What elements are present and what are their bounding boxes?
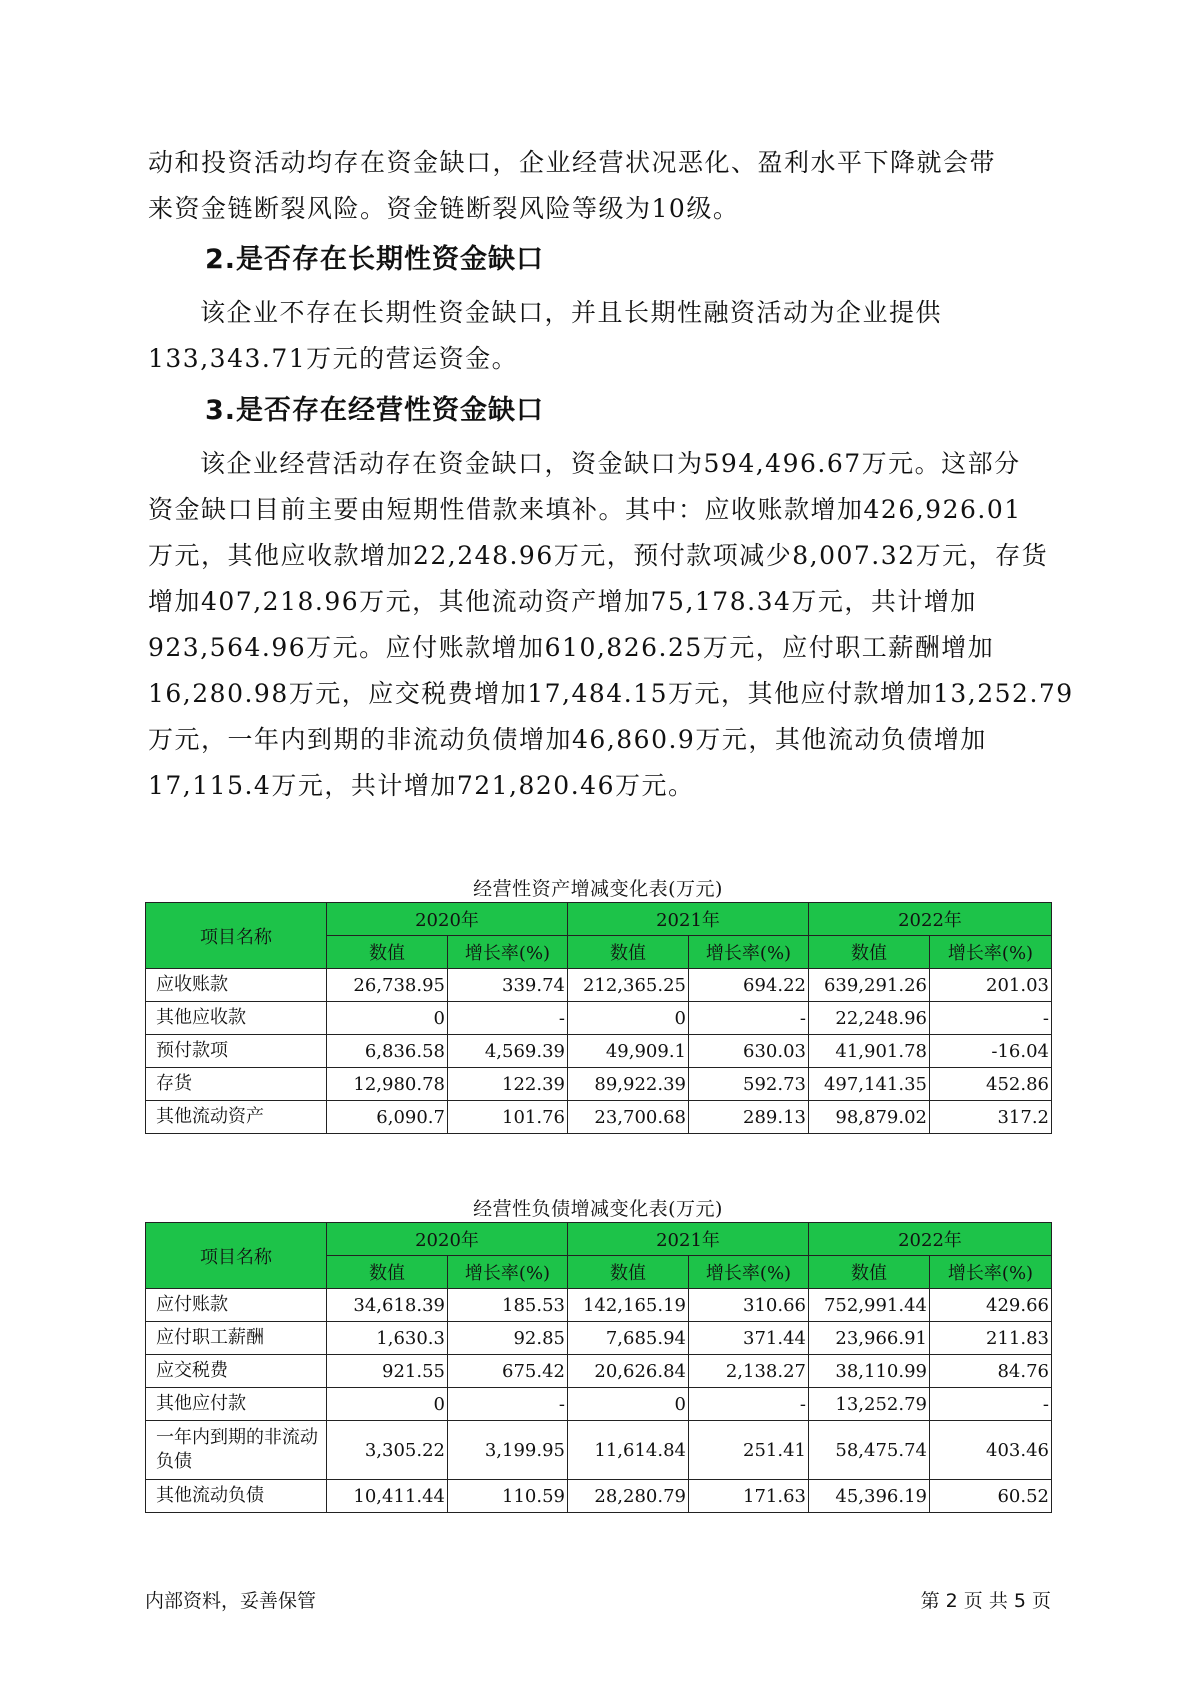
row-name: 应收账款	[146, 969, 327, 1002]
cell-growth-2022: 452.86	[930, 1068, 1052, 1101]
row-name: 其他应付款	[146, 1388, 327, 1421]
cell-growth-2020: 110.59	[448, 1480, 568, 1513]
cell-value-2020: 10,411.44	[327, 1480, 448, 1513]
cell-growth-2020: 101.76	[448, 1101, 568, 1134]
row-name: 其他应收款	[146, 1002, 327, 1035]
header-growth: 增长率(%)	[689, 936, 809, 969]
header-item-name: 项目名称	[146, 1223, 327, 1289]
header-value: 数值	[809, 1256, 930, 1289]
header-value: 数值	[568, 1256, 689, 1289]
cell-growth-2022: 429.66	[930, 1289, 1052, 1322]
header-value: 数值	[809, 936, 930, 969]
cell-value-2021: 11,614.84	[568, 1421, 689, 1480]
row-name: 其他流动资产	[146, 1101, 327, 1134]
header-year-2020: 2020年	[327, 903, 568, 936]
text-line: 增加407,218.96万元，其他流动资产增加75,178.34万元，共计增加	[148, 587, 977, 616]
header-year-2021: 2021年	[568, 1223, 809, 1256]
cell-growth-2021: -	[689, 1002, 809, 1035]
table-row	[146, 1388, 1052, 1421]
cell-growth-2021: 251.41	[689, 1421, 809, 1480]
cell-value-2021: 212,365.25	[568, 969, 689, 1002]
cell-value-2020: 3,305.22	[327, 1421, 448, 1480]
table-row	[146, 1101, 1052, 1134]
cell-value-2020: 0	[327, 1002, 448, 1035]
cell-growth-2020: 675.42	[448, 1355, 568, 1388]
cell-growth-2020: 122.39	[448, 1068, 568, 1101]
table-row	[146, 1035, 1052, 1068]
section-heading-operating: 3.是否存在经营性资金缺口	[205, 395, 545, 426]
header-value: 数值	[327, 936, 448, 969]
cell-growth-2021: 171.63	[689, 1480, 809, 1513]
table-row	[146, 1355, 1052, 1388]
text-line: 动和投资活动均存在资金缺口，企业经营状况恶化、盈利水平下降就会带	[148, 148, 997, 177]
cell-growth-2020: 339.74	[448, 969, 568, 1002]
cell-growth-2020: 4,569.39	[448, 1035, 568, 1068]
cell-value-2021: 49,909.1	[568, 1035, 689, 1068]
cell-value-2020: 1,630.3	[327, 1322, 448, 1355]
cell-value-2021: 20,626.84	[568, 1355, 689, 1388]
text-line: 17,115.4万元，共计增加721,820.46万元。	[148, 771, 695, 800]
text-line: 16,280.98万元，应交税费增加17,484.15万元，其他应付款增加13,252.79	[148, 679, 1074, 708]
cell-growth-2021: 2,138.27	[689, 1355, 809, 1388]
cell-value-2021: 28,280.79	[568, 1480, 689, 1513]
text-line: 来资金链断裂风险。资金链断裂风险等级为10级。	[148, 194, 740, 223]
cell-growth-2022: -	[930, 1002, 1052, 1035]
table-row	[146, 1068, 1052, 1101]
cell-value-2021: 7,685.94	[568, 1322, 689, 1355]
cell-value-2020: 0	[327, 1388, 448, 1421]
cell-value-2022: 639,291.26	[809, 969, 930, 1002]
cell-growth-2021: -	[689, 1388, 809, 1421]
text-line: 该企业不存在长期性资金缺口，并且长期性融资活动为企业提供	[200, 298, 943, 327]
text-line: 923,564.96万元。应付账款增加610,826.25万元，应付职工薪酬增加	[148, 633, 995, 662]
cell-growth-2021: 310.66	[689, 1289, 809, 1322]
row-name: 一年内到期的非流动负债	[146, 1421, 327, 1480]
cell-value-2021: 89,922.39	[568, 1068, 689, 1101]
cell-growth-2021: 592.73	[689, 1068, 809, 1101]
cell-value-2022: 23,966.91	[809, 1322, 930, 1355]
cell-growth-2020: -	[448, 1388, 568, 1421]
header-growth: 增长率(%)	[689, 1256, 809, 1289]
cell-growth-2021: 289.13	[689, 1101, 809, 1134]
text-line: 万元，其他应收款增加22,248.96万元，预付款项减少8,007.32万元，存货	[148, 541, 1049, 570]
cell-value-2020: 12,980.78	[327, 1068, 448, 1101]
section-heading-long-term: 2.是否存在长期性资金缺口	[205, 244, 545, 275]
cell-value-2020: 6,836.58	[327, 1035, 448, 1068]
liabilities-table	[145, 1222, 1052, 1513]
cell-growth-2022: -16.04	[930, 1035, 1052, 1068]
header-value: 数值	[327, 1256, 448, 1289]
header-year-2022: 2022年	[809, 1223, 1052, 1256]
table-row	[146, 1289, 1052, 1322]
row-name: 应付账款	[146, 1289, 327, 1322]
footer-page-number: 第 2 页 共 5 页	[920, 1590, 1051, 1612]
cell-growth-2020: 3,199.95	[448, 1421, 568, 1480]
cell-growth-2022: 211.83	[930, 1322, 1052, 1355]
cell-growth-2022: 60.52	[930, 1480, 1052, 1513]
header-item-name: 项目名称	[146, 903, 327, 969]
cell-value-2020: 921.55	[327, 1355, 448, 1388]
cell-value-2021: 142,165.19	[568, 1289, 689, 1322]
header-value: 数值	[568, 936, 689, 969]
header-growth: 增长率(%)	[930, 936, 1052, 969]
cell-value-2021: 23,700.68	[568, 1101, 689, 1134]
header-year-2021: 2021年	[568, 903, 809, 936]
cell-value-2021: 0	[568, 1002, 689, 1035]
cell-value-2022: 98,879.02	[809, 1101, 930, 1134]
cell-growth-2021: 371.44	[689, 1322, 809, 1355]
paragraph-funding-gap-risk	[148, 140, 1048, 232]
cell-value-2022: 45,396.19	[809, 1480, 930, 1513]
cell-value-2022: 38,110.99	[809, 1355, 930, 1388]
assets-table-caption: 经营性资产增减变化表(万元)	[473, 878, 723, 900]
cell-growth-2022: 201.03	[930, 969, 1052, 1002]
table-row	[146, 1421, 1052, 1480]
header-growth: 增长率(%)	[448, 936, 568, 969]
cell-growth-2020: 185.53	[448, 1289, 568, 1322]
cell-value-2022: 58,475.74	[809, 1421, 930, 1480]
cell-growth-2022: -	[930, 1388, 1052, 1421]
row-name: 存货	[146, 1068, 327, 1101]
assets-table	[145, 902, 1052, 1134]
cell-value-2020: 26,738.95	[327, 969, 448, 1002]
row-name: 应交税费	[146, 1355, 327, 1388]
cell-value-2021: 0	[568, 1388, 689, 1421]
header-year-2020: 2020年	[327, 1223, 568, 1256]
paragraph-long-term	[148, 290, 1048, 382]
header-growth: 增长率(%)	[930, 1256, 1052, 1289]
cell-growth-2021: 694.22	[689, 969, 809, 1002]
cell-growth-2022: 317.2	[930, 1101, 1052, 1134]
cell-value-2022: 13,252.79	[809, 1388, 930, 1421]
cell-value-2022: 41,901.78	[809, 1035, 930, 1068]
text-line: 133,343.71万元的营运资金。	[148, 344, 519, 373]
cell-growth-2021: 630.03	[689, 1035, 809, 1068]
text-line: 资金缺口目前主要由短期性借款来填补。其中：应收账款增加426,926.01	[148, 495, 1022, 524]
text-line: 该企业经营活动存在资金缺口，资金缺口为594,496.67万元。这部分	[200, 449, 1021, 478]
cell-growth-2020: 92.85	[448, 1322, 568, 1355]
row-name: 预付款项	[146, 1035, 327, 1068]
header-year-2022: 2022年	[809, 903, 1052, 936]
cell-growth-2022: 84.76	[930, 1355, 1052, 1388]
text-line: 万元，一年内到期的非流动负债增加46,860.9万元，其他流动负债增加	[148, 725, 987, 754]
liabilities-table-caption: 经营性负债增减变化表(万元)	[473, 1198, 723, 1220]
table-row	[146, 1322, 1052, 1355]
table-row	[146, 1480, 1052, 1513]
cell-value-2020: 6,090.7	[327, 1101, 448, 1134]
row-name: 应付职工薪酬	[146, 1322, 327, 1355]
cell-growth-2022: 403.46	[930, 1421, 1052, 1480]
cell-value-2022: 22,248.96	[809, 1002, 930, 1035]
cell-value-2022: 752,991.44	[809, 1289, 930, 1322]
table-row	[146, 1002, 1052, 1035]
row-name: 其他流动负债	[146, 1480, 327, 1513]
footer-confidential-note: 内部资料，妥善保管	[145, 1590, 317, 1612]
cell-growth-2020: -	[448, 1002, 568, 1035]
cell-value-2022: 497,141.35	[809, 1068, 930, 1101]
cell-value-2020: 34,618.39	[327, 1289, 448, 1322]
paragraph-operating	[148, 441, 1074, 809]
table-row	[146, 969, 1052, 1002]
header-growth: 增长率(%)	[448, 1256, 568, 1289]
